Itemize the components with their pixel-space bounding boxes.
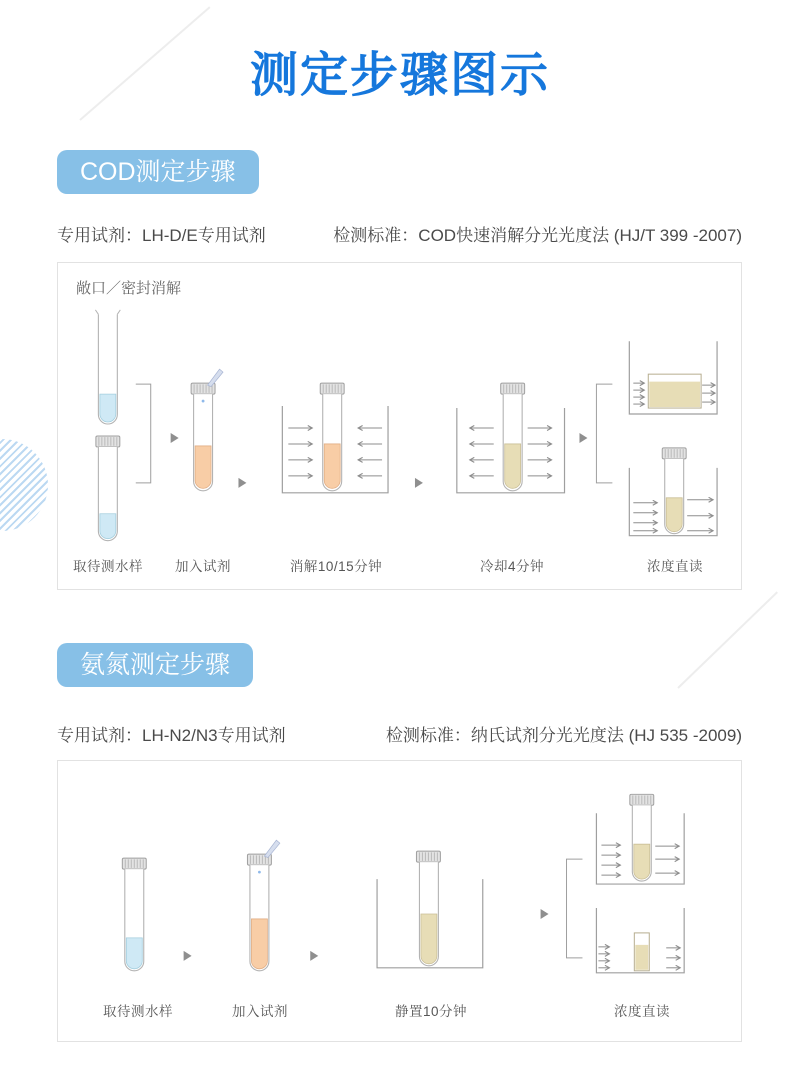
droplet-icon — [258, 871, 261, 874]
step-arrow-icon — [415, 478, 423, 488]
nh3-step3-label: 静置10分钟 — [394, 1004, 468, 1019]
step-arrow-icon — [541, 909, 549, 919]
nh3-step2-label: 加入试剂 — [232, 1004, 288, 1019]
cod-step4-cooling-icon — [457, 383, 565, 493]
cod-step3-label: 消解10/15分钟 — [289, 559, 383, 574]
cod-step5-label: 浓度直读 — [647, 559, 703, 574]
cod-step4-label: 冷却4分钟 — [479, 559, 545, 574]
cod-open-sealed-note: 敞口／密封消解 — [76, 280, 182, 297]
cod-standard-label: 检测标准：COD快速消解分光光度法 (HJ/T 399 -2007) — [333, 226, 742, 245]
cod-diagram — [58, 263, 741, 589]
cod-reagent-label: 专用试剂：LH-D/E专用试剂 — [57, 226, 266, 245]
cod-step2-label: 加入试剂 — [175, 559, 231, 574]
nh3-reagent-label: 专用试剂：LH-N2/N3专用试剂 — [57, 726, 286, 745]
page-title: 测定步骤图示 — [249, 49, 550, 102]
nh3-diagram-box — [57, 760, 742, 1042]
step-arrow-icon — [579, 433, 587, 443]
nh3-step4-reading-icon — [567, 794, 685, 972]
nh3-info-row — [57, 721, 742, 746]
cod-step1-label: 取待测水样 — [73, 559, 143, 574]
nh3-step1-label: 取待测水样 — [103, 1004, 173, 1019]
step-arrow-icon — [310, 951, 318, 961]
nh3-standard-label: 检测标准：纳氏试剂分光光度法 (HJ 535 -2009) — [385, 726, 742, 745]
nh3-step1-sample-tube-icon — [122, 858, 146, 971]
droplet-icon — [202, 400, 205, 403]
pipette-tip-icon — [264, 840, 279, 857]
decorative-diagonal-line-right — [677, 591, 778, 688]
nh3-step2-add-reagent-icon — [247, 840, 279, 971]
cod-step5-reading-icon — [596, 341, 717, 535]
cod-diagram-box — [57, 262, 742, 590]
nh3-diagram — [58, 761, 741, 1041]
cod-step1-sample-tubes-icon — [95, 310, 150, 541]
cod-section-badge: COD测定步骤 — [57, 150, 259, 194]
cod-info-row — [57, 221, 742, 246]
step-arrow-icon — [184, 951, 192, 961]
nh3-step4-label: 浓度直读 — [614, 1004, 670, 1019]
cod-step3-digestion-icon — [282, 383, 388, 493]
nh3-section-badge: 氨氮测定步骤 — [57, 643, 253, 687]
step-arrow-icon — [171, 433, 179, 443]
cod-step2-add-reagent-icon — [191, 369, 223, 491]
nh3-step3-stand-icon — [377, 851, 483, 968]
step-arrow-icon — [238, 478, 246, 488]
decorative-hatched-circle — [0, 439, 48, 531]
